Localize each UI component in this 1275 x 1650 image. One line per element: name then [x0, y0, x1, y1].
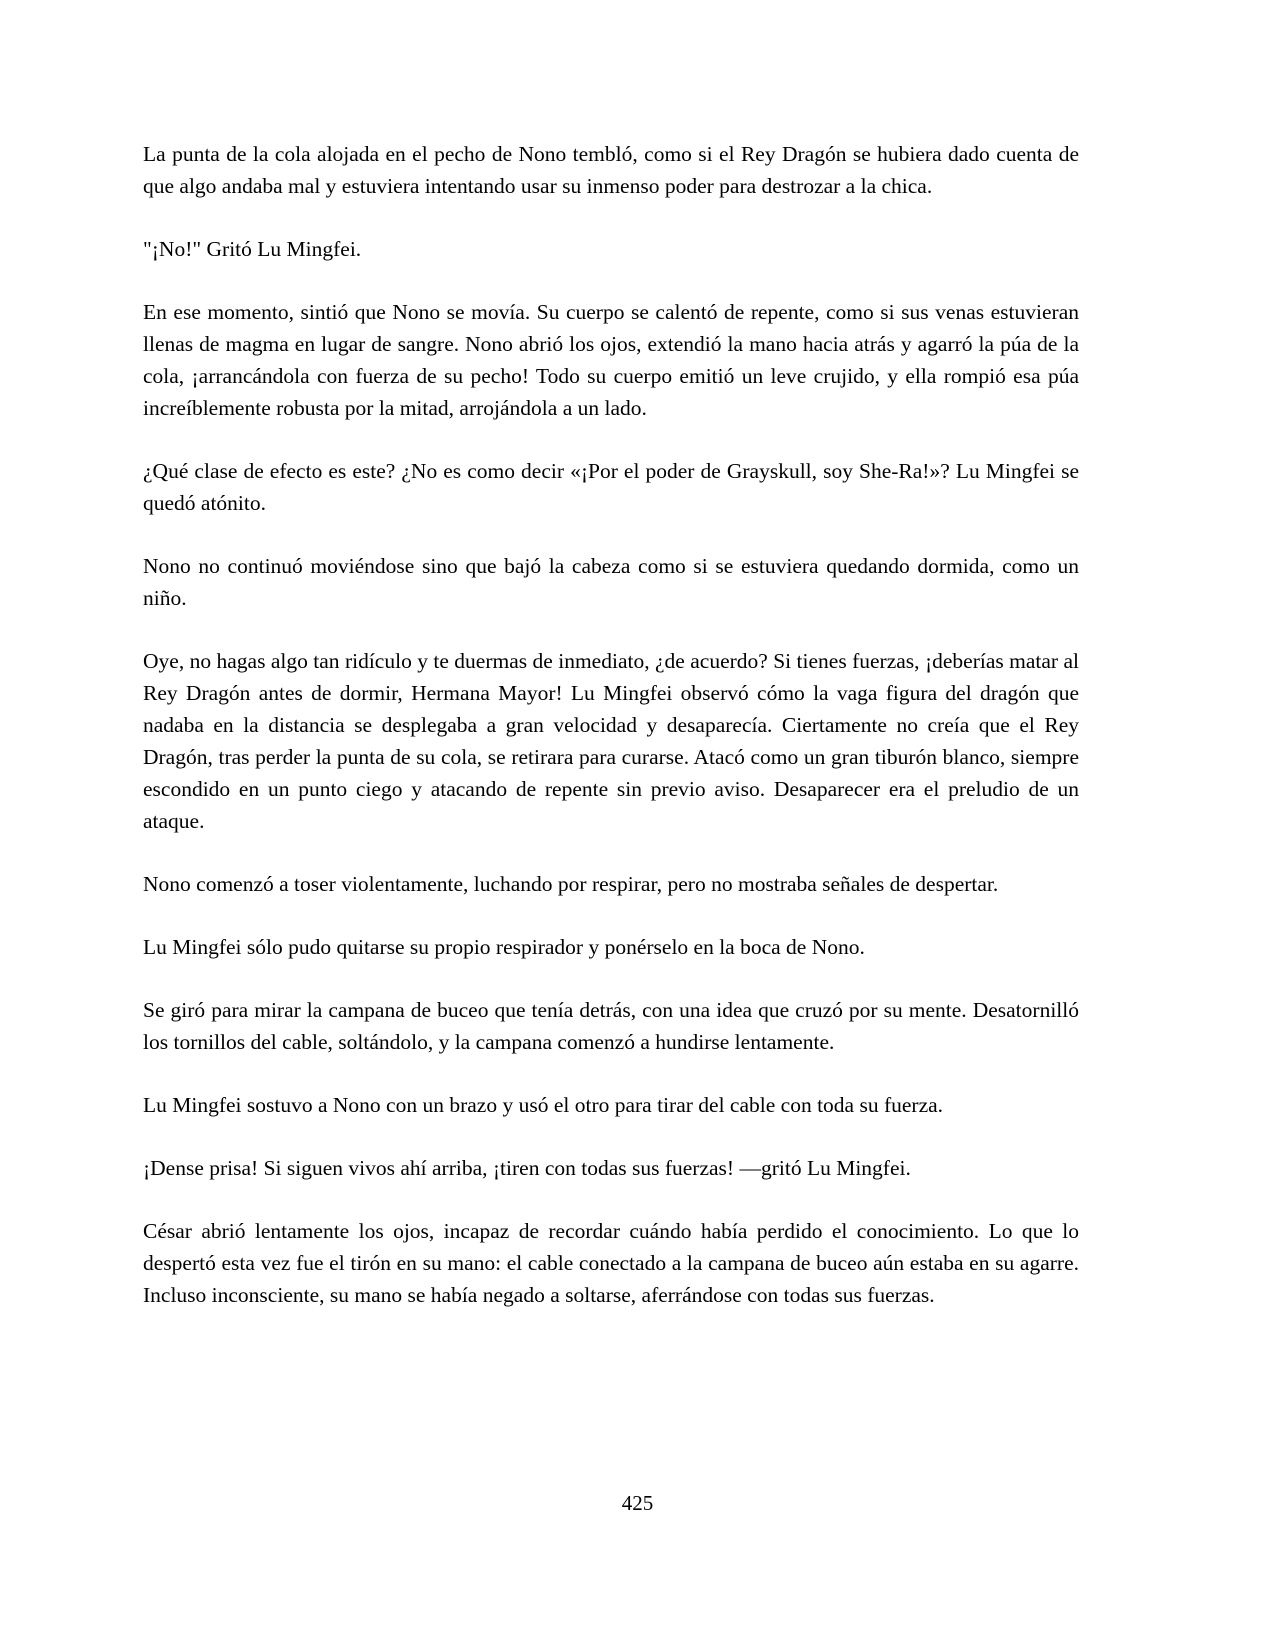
paragraph: "¡No!" Gritó Lu Mingfei.	[143, 237, 362, 261]
paragraph: ¡Dense prisa! Si siguen vivos ahí arriba, ¡tiren con todas sus fuerzas! —gritó Lu Mingfei.	[143, 1156, 911, 1180]
paragraph: Oye, no hagas algo tan ridículo y te duermas de inmediato, ¿de acuerdo? Si tienes fuerzas, ¡deberías matar al Rey Dragón antes de dormir, Hermana Mayor! Lu Mingfei observó cómo la vaga figura del dragón que nadaba en la distancia se desplegaba a gran velocidad y desaparecía. Ciertamente no creía que el Rey Dragón, tras perder la punta de su cola, se retirara para curarse. Atacó como un gran tiburón blanco, siempre escondido en un punto ciego y atacando de repente sin previo aviso. Desaparecer era el preludio de un ataque.	[143, 649, 1079, 833]
paragraph: ¿Qué clase de efecto es este? ¿No es como decir «¡Por el poder de Grayskull, soy She-Ra!»? Lu Mingfei se quedó atónito.	[143, 459, 1079, 515]
page-number: 425	[621, 1491, 654, 1515]
paragraph: Nono comenzó a toser violentamente, luchando por respirar, pero no mostraba señales de despertar.	[143, 872, 999, 896]
paragraph: Lu Mingfei sostuvo a Nono con un brazo y usó el otro para tirar del cable con toda su fuerza.	[143, 1093, 944, 1117]
paragraph: En ese momento, sintió que Nono se movía. Su cuerpo se calentó de repente, como si sus venas estuvieran llenas de magma en lugar de sangre. Nono abrió los ojos, extendió la mano hacia atrás y agarró la púa de la cola, ¡arrancándola con fuerza de su pecho! Todo su cuerpo emitió un leve crujido, y ella rompió esa púa increíblemente robusta por la mitad, arrojándola a un lado.	[143, 300, 1079, 420]
paragraph: Nono no continuó moviéndose sino que bajó la cabeza como si se estuviera quedando dormida, como un niño.	[143, 554, 1079, 610]
paragraph: La punta de la cola alojada en el pecho de Nono tembló, como si el Rey Dragón se hubiera dado cuenta de que algo andaba mal y estuviera intentando usar su inmenso poder para destrozar a la chica.	[143, 142, 1079, 198]
paragraph: Se giró para mirar la campana de buceo que tenía detrás, con una idea que cruzó por su mente. Desatornilló los tornillos del cable, soltándolo, y la campana comenzó a hundirse lentamente.	[143, 998, 1079, 1054]
paragraph: César abrió lentamente los ojos, incapaz de recordar cuándo había perdido el conocimiento. Lo que lo despertó esta vez fue el tirón en su mano: el cable conectado a la campana de buceo aún estaba en su agarre. Incluso inconsciente, su mano se había negado a soltarse, aferrándose con todas sus fuerzas.	[143, 1219, 1079, 1307]
paragraph: Lu Mingfei sólo pudo quitarse su propio respirador y ponérselo en la boca de Nono.	[143, 935, 865, 959]
page-body	[143, 138, 1079, 1342]
